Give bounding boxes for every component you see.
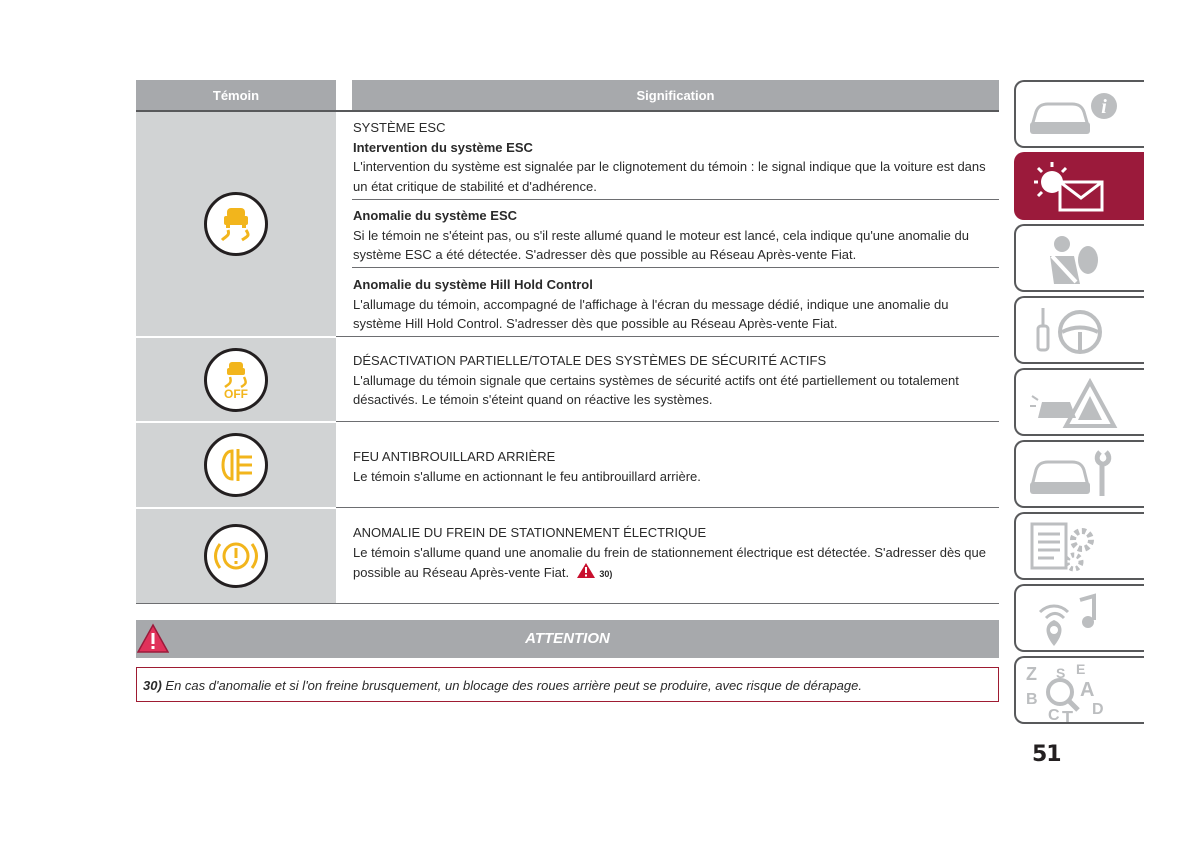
technical-data-tab[interactable] (1014, 512, 1144, 580)
car-wrench-icon (1024, 446, 1124, 504)
parking-brake-caption: ANOMALIE DU FREIN DE STATIONNEMENT ÉLECTRIQUE (353, 525, 707, 540)
sub-separator (352, 267, 999, 268)
index-letter: T (1062, 708, 1073, 724)
starting-driving-tab[interactable] (1014, 296, 1144, 364)
table-bottom-rule (136, 603, 999, 604)
fog-description (353, 447, 998, 486)
column-header-temoin (136, 80, 336, 110)
warning-lights-icon (1024, 158, 1124, 216)
esc-off-text: L'allumage du témoin signale que certains systèmes de sécurité actifs ont été partiellement ou totalement désactivés. Le témoin s'éteint quand on réactive les systèmes. (353, 372, 959, 407)
warning-lights-tab[interactable] (1014, 152, 1144, 220)
attention-note-number: 30) (143, 678, 162, 693)
attention-title: ATTENTION (525, 630, 610, 647)
esc-section-2 (353, 206, 998, 265)
warning-triangle-icon (576, 562, 596, 579)
esc-section-2-title: Anomalie du système ESC (353, 208, 517, 223)
page-number: 51 (1032, 742, 1061, 767)
esc-off-caption: DÉSACTIVATION PARTIELLE/TOTALE DES SYSTÈMES DE SÉCURITÉ ACTIFS (353, 353, 827, 368)
parking-brake-description (353, 523, 998, 585)
esc-off-label: OFF (224, 386, 248, 401)
seat-belt-airbag-icon (1024, 230, 1124, 288)
emergency-icon (1024, 374, 1124, 432)
note-reference-link[interactable]: 30) (599, 569, 613, 579)
key-steering-wheel-icon (1024, 302, 1124, 360)
column-header-signification-label: Signification (636, 87, 715, 103)
sub-separator (352, 199, 999, 200)
column-header-temoin-label: Témoin (212, 87, 260, 103)
row-separator (336, 421, 999, 422)
icon-cell-fog (136, 423, 336, 507)
esc-off-description (353, 351, 998, 410)
emergency-tab[interactable] (1014, 368, 1144, 436)
index-search-icon (1024, 662, 1124, 724)
parking-brake-text: Le témoin s'allume quand une anomalie du frein de stationnement électrique est détectée. S'adresser dès que possible au Réseau Après-vente Fiat. (353, 544, 986, 580)
svg-text:i: i (1101, 96, 1107, 118)
esc-section-1-title: Intervention du système ESC (353, 139, 533, 155)
icon-cell-esc (136, 112, 336, 336)
esc-section-3 (353, 275, 998, 334)
esc-section-2-text: Si le témoin ne s'éteint pas, ou s'il reste allumé quand le moteur est lancé, cela indique qu'une anomalie du système ESC a été détectée. S'adresser dès que possible au Réseau Après-vente Fiat. (353, 227, 969, 262)
icon-cell-parking-brake (136, 509, 336, 603)
esc-section-3-text: L'allumage du témoin, accompagné de l'affichage à l'écran du message dédié, indique une anomalie du système Hill Hold Control. S'adresser dès que possible au Réseau Après-vente Fiat. (353, 296, 949, 331)
index-letter: B (1026, 691, 1038, 708)
index-tab[interactable] (1014, 656, 1144, 724)
esc-section-1-text: L'intervention du système est signalée par le clignotement du témoin : le signal indique que la voiture est dans un état critique de stabilité et d'adhérence. (353, 159, 986, 194)
car-info-tab[interactable] (1014, 80, 1144, 148)
multimedia-icon (1024, 590, 1124, 648)
index-letter: Z (1026, 664, 1037, 684)
esc-caption-text: SYSTÈME ESC (353, 120, 446, 135)
document-gears-icon (1024, 518, 1124, 576)
esc-section-3-title: Anomalie du système Hill Hold Control (353, 277, 593, 292)
multimedia-tab[interactable] (1014, 584, 1144, 652)
maintenance-tab[interactable] (1014, 440, 1144, 508)
attention-note (136, 667, 999, 702)
fog-text: Le témoin s'allume en actionnant le feu antibrouillard arrière. (353, 468, 701, 484)
rear-fog-light-icon (204, 433, 268, 497)
electric-parking-brake-icon (204, 524, 268, 588)
row-separator (336, 507, 999, 508)
column-header-signification (352, 80, 999, 110)
car-info-icon (1024, 86, 1124, 144)
esc-caption (353, 118, 998, 196)
index-letter: D (1092, 701, 1104, 718)
fog-caption: FEU ANTIBROUILLARD ARRIÈRE (353, 449, 556, 464)
index-letter: A (1080, 679, 1095, 701)
index-letter: C (1048, 707, 1060, 724)
row-separator (336, 336, 999, 337)
safety-tab[interactable] (1014, 224, 1144, 292)
index-letter: E (1076, 662, 1086, 677)
index-letter: S (1056, 665, 1066, 681)
attention-note-text: En cas d'anomalie et si l'on freine brusquement, un blocage des roues arrière peut se produire, avec risque de dérapage. (165, 678, 862, 693)
esc-off-icon (204, 348, 268, 412)
esc-skid-icon (204, 192, 268, 256)
icon-cell-esc-off (136, 338, 336, 421)
